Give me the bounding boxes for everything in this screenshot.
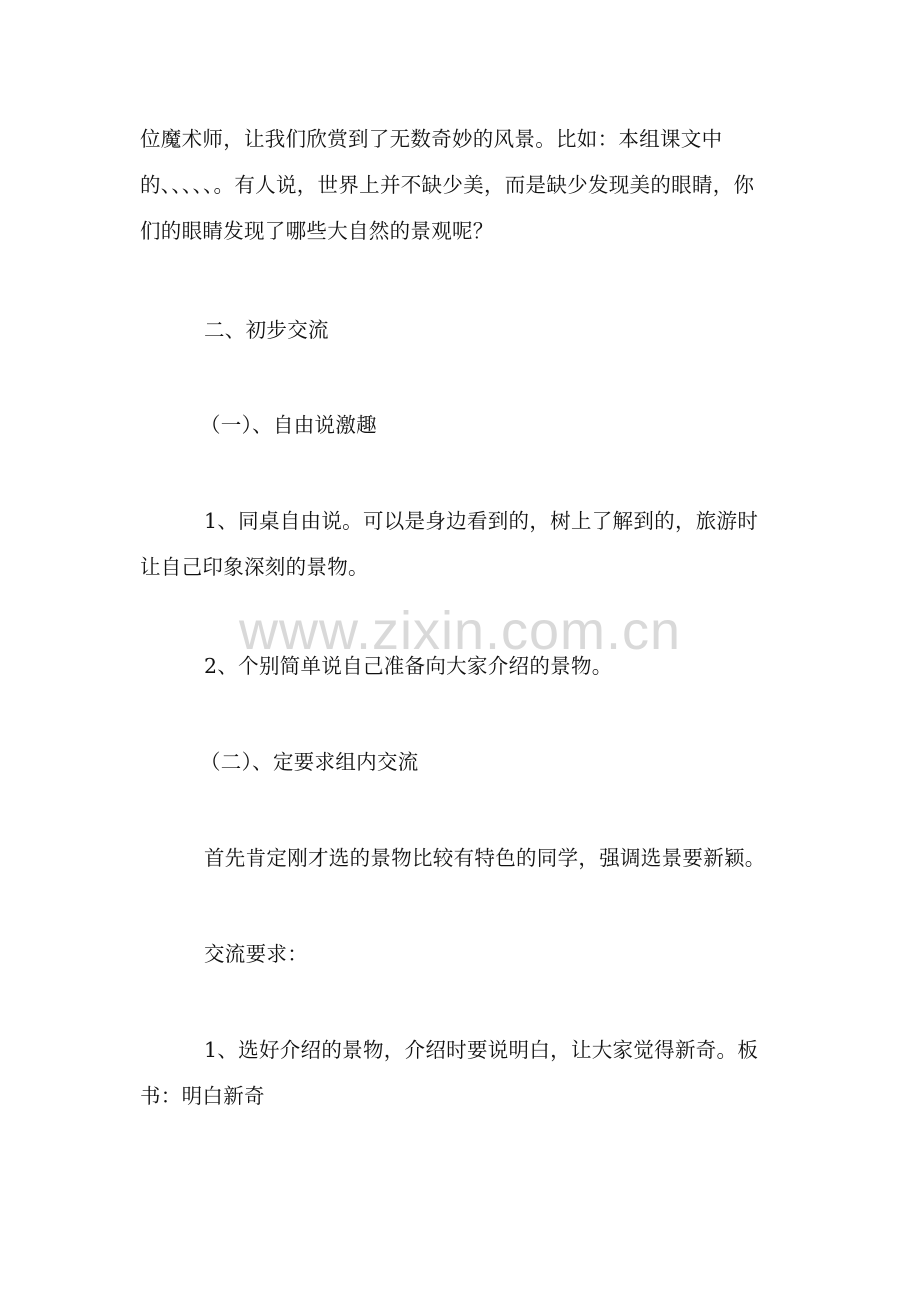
paragraph-exchange-requirements-label xyxy=(140,931,780,977)
text-line: 2、个别简单说自己准备向大家介绍的景物。 xyxy=(204,654,613,678)
text-line: 让自己印象深刻的景物。 xyxy=(140,555,369,579)
text-line: 交流要求： xyxy=(204,942,308,966)
paragraph-affirm xyxy=(140,835,780,881)
text-line: 位魔术师，让我们欣赏到了无数奇妙的风景。比如：本组课文中 xyxy=(140,127,723,151)
text-line: 的、、、、、。有人说，世界上并不缺少美，而是缺少发现美的眼睛，你 xyxy=(140,173,755,197)
section-heading-initial-exchange xyxy=(140,307,780,353)
watermark-text: www.zixin.com.cn xyxy=(238,601,682,661)
subsection-heading-requirements xyxy=(200,739,840,785)
text-line: 1、选好介绍的景物，介绍时要说明白，让大家觉得新奇。板 xyxy=(204,1038,759,1062)
paragraph-item-2 xyxy=(140,643,780,689)
text-line: 书：明白新奇 xyxy=(140,1084,265,1108)
paragraph-intro xyxy=(140,116,780,254)
text-line: 首先肯定刚才选的景物比较有特色的同学，强调选景要新颖。 xyxy=(204,846,766,870)
paragraph-item-1 xyxy=(140,498,780,590)
subsection-heading-free-talk xyxy=(200,402,840,448)
text-line: 1、同桌自由说。可以是身边看到的，树上了解到的，旅游时 xyxy=(204,509,759,533)
text-line: 们的眼睛发现了哪些大自然的景观呢？ xyxy=(140,219,494,243)
paragraph-requirement-1 xyxy=(140,1027,780,1119)
text-line: （二）、定要求组内交流 xyxy=(200,750,419,774)
text-line: （一）、自由说激趣 xyxy=(200,413,377,437)
text-line: 二、初步交流 xyxy=(204,318,329,342)
